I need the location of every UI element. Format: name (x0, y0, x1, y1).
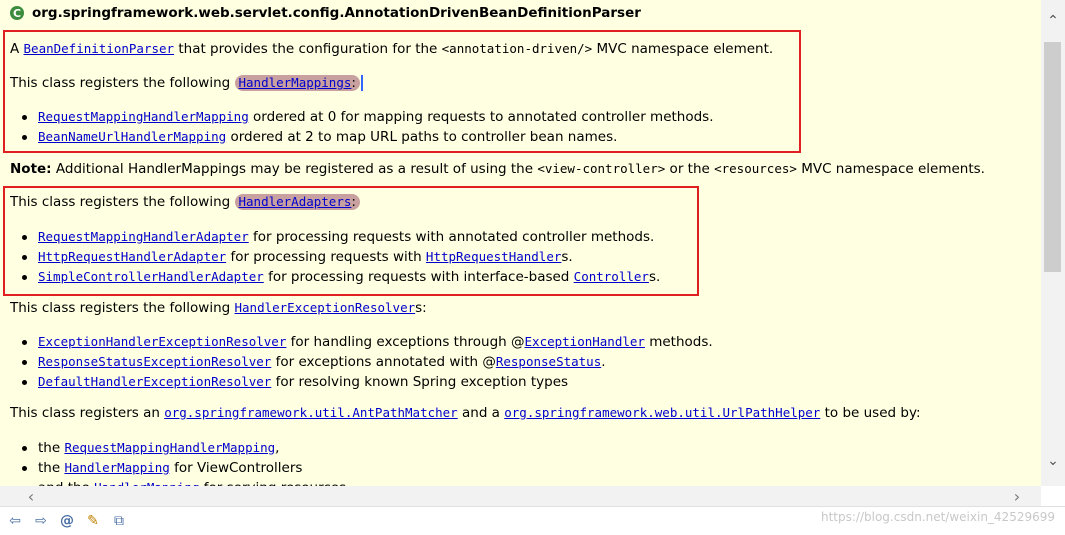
list-item: ResponseStatusExceptionResolver for exceptions annotated with @ResponseStatus. (20, 352, 713, 372)
open-external-icon[interactable]: ⧉ (114, 513, 124, 529)
watermark-text: https://blog.csdn.net/weixin_42529699 (820, 510, 1055, 524)
urlpathhelper-link[interactable]: org.springframework.web.util.UrlPathHelper (504, 405, 821, 420)
handlermappings-link[interactable]: HandlerMappings (238, 75, 352, 90)
list-item: the RequestMappingHandlerMapping, (20, 438, 346, 458)
resolvers-heading: This class registers the following HandlerExceptionResolvers: (10, 300, 427, 316)
list-item: BeanNameUrlHandlerMapping ordered at 2 to map URL paths to controller bean names. (20, 127, 714, 147)
beandefinitionparser-link[interactable]: BeanDefinitionParser (23, 41, 175, 56)
scroll-left-icon[interactable]: ‹ (27, 486, 35, 506)
horizontal-scrollbar[interactable] (0, 486, 1041, 506)
scroll-down-icon[interactable]: ⌄ (1047, 453, 1059, 469)
title-bar (0, 0, 1041, 26)
annotation-box-adapters (3, 186, 699, 296)
httprequesthandleradapter-link[interactable]: HttpRequestHandlerAdapter (38, 249, 227, 264)
exceptionhandler-link[interactable]: ExceptionHandler (524, 334, 645, 349)
back-icon[interactable]: ⇦ (9, 513, 21, 529)
responsestatusexceptionresolver-link[interactable]: ResponseStatusExceptionResolver (38, 354, 272, 369)
note-paragraph: Note: Additional HandlerMappings may be registered as a result of using the <view-controller> or the <resources> MVC namespace elements. (10, 161, 985, 177)
scrollbar-corner (1041, 486, 1065, 506)
resolvers-list (20, 332, 713, 392)
class-name-title: org.springframework.web.servlet.config.AnnotationDrivenBeanDefinitionParser (32, 5, 641, 21)
annotation-box-mappings (3, 30, 801, 153)
list-item: RequestMappingHandlerAdapter for processing requests with annotated controller methods. (20, 227, 660, 247)
mappings-heading: This class registers the following HandlerMappings: (10, 75, 363, 91)
adapters-heading: This class registers the following HandlerAdapters: (10, 194, 360, 210)
exceptionhandlerexceptionresolver-link[interactable]: ExceptionHandlerExceptionResolver (38, 334, 287, 349)
scroll-up-icon[interactable]: ⌃ (1047, 13, 1059, 29)
class-icon (9, 5, 25, 21)
requestmappinghandlermapping-link[interactable]: RequestMappingHandlerMapping (64, 440, 276, 455)
list-item: HttpRequestHandlerAdapter for processing requests with HttpRequestHandlers. (20, 247, 660, 267)
controller-link[interactable]: Controller (573, 269, 649, 284)
handlerexceptionresolver-link[interactable]: HandlerExceptionResolver (234, 300, 416, 315)
scroll-right-icon[interactable]: › (1013, 486, 1021, 506)
beannameurlhandlermapping-link[interactable]: BeanNameUrlHandlerMapping (38, 129, 227, 144)
responsestatus-link[interactable]: ResponseStatus (495, 354, 602, 369)
list-item: SimpleControllerHandlerAdapter for processing requests with interface-based Controllers. (20, 267, 660, 287)
requestmappinghandleradapter-link[interactable]: RequestMappingHandlerAdapter (38, 229, 249, 244)
list-item: ExceptionHandlerExceptionResolver for handling exceptions through @ExceptionHandler methods. (20, 332, 713, 352)
open-declaration-icon[interactable]: ✎ (87, 513, 99, 529)
svg-text:C: C (12, 7, 22, 20)
handleradapters-link[interactable]: HandlerAdapters (238, 194, 352, 209)
list-item: RequestMappingHandlerMapping ordered at 0 for mapping requests to annotated controller methods. (20, 107, 714, 127)
simplecontrollerhandleradapter-link[interactable]: SimpleControllerHandlerAdapter (38, 269, 264, 284)
vertical-scroll-thumb[interactable] (1044, 42, 1061, 272)
handlermapping-link[interactable]: HandlerMapping (64, 460, 170, 475)
javadoc-content (0, 26, 1041, 486)
util-paragraph: This class registers an org.springframework.util.AntPathMatcher and a org.springframework.web.util.UrlPathHelper to be used by: (10, 405, 921, 421)
forward-icon[interactable]: ⇨ (35, 513, 47, 529)
list-item: the HandlerMapping for ViewControllers (20, 458, 346, 478)
javadoc-at-icon[interactable]: @ (60, 513, 74, 529)
code-annotation-driven: <annotation-driven/> (441, 41, 593, 56)
intro-paragraph: A BeanDefinitionParser that provides the configuration for the <annotation-driven/> MVC namespace element. (10, 41, 774, 57)
antpathmatcher-link[interactable]: org.springframework.util.AntPathMatcher (164, 405, 458, 420)
list-item: DefaultHandlerExceptionResolver for resolving known Spring exception types (20, 372, 713, 392)
defaulthandlerexceptionresolver-link[interactable]: DefaultHandlerExceptionResolver (38, 374, 272, 389)
vertical-scrollbar[interactable] (1041, 0, 1065, 486)
httprequesthandler-link[interactable]: HttpRequestHandler (425, 249, 562, 264)
requestmappinghandlermapping-link[interactable]: RequestMappingHandlerMapping (38, 109, 249, 124)
